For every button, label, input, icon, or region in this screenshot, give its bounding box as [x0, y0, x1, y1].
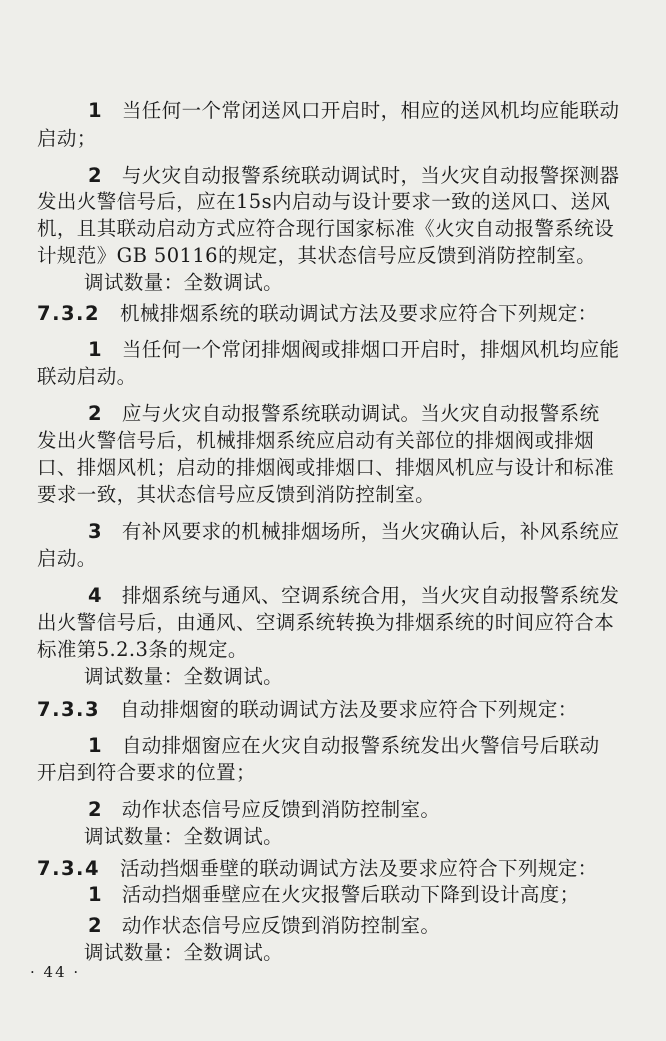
line-text: 有补风要求的机械排烟场所，当火灾确认后，补风系统应: [121, 520, 620, 543]
line-text: 启动。: [37, 547, 97, 570]
line-text: 调试数量：全数调试。: [84, 825, 284, 848]
section-heading-line: [37, 856, 598, 882]
section-heading-line: [37, 697, 578, 723]
text-line: [84, 270, 283, 296]
text-line: [37, 610, 614, 636]
text-line: [88, 583, 619, 609]
line-text: 计规范》GB 50116的规定，其状态信号应反馈到消防控制室。: [37, 244, 597, 267]
text-line: [37, 546, 97, 572]
text-line: [37, 760, 256, 786]
line-text: 标准第5.2.3条的规定。: [37, 638, 248, 661]
text-line: [37, 455, 614, 481]
line-text: 发出火警信号后，应在15s内启动与设计要求一致的送风口、送风: [37, 190, 611, 213]
text-line: [88, 401, 599, 427]
line-text: 动作状态信号应反馈到消防控制室。: [121, 914, 441, 937]
text-line: [37, 243, 596, 269]
line-text: 联动启动。: [37, 365, 137, 388]
item-number: 1: [88, 883, 102, 906]
item-number: 2: [88, 914, 102, 937]
text-line: [88, 163, 619, 189]
section-heading-line: [37, 301, 598, 327]
line-text: 调试数量：全数调试。: [84, 941, 284, 964]
text-line: [84, 824, 283, 850]
line-text: 活动挡烟垂壁应在火灾报警后联动下降到设计高度；: [121, 883, 580, 906]
line-text: 启动；: [37, 127, 97, 150]
text-line: [88, 519, 619, 545]
text-line: [88, 337, 619, 363]
line-text: 自动排烟窗的联动调试方法及要求应符合下列规定：: [119, 698, 578, 721]
text-line: [88, 797, 440, 823]
line-text: 机械排烟系统的联动调试方法及要求应符合下列规定：: [119, 302, 598, 325]
line-text: 应与火灾自动报警系统联动调试。当火灾自动报警系统: [121, 402, 600, 425]
text-line: [88, 913, 440, 939]
line-text: 动作状态信号应反馈到消防控制室。: [121, 798, 441, 821]
line-text: 当任何一个常闭排烟阀或排烟口开启时，排烟风机均应能: [121, 338, 620, 361]
line-text: 发出火警信号后，机械排烟系统应启动有关部位的排烟阀或排烟: [37, 429, 595, 452]
item-number: 2: [88, 798, 102, 821]
text-line: [37, 216, 614, 242]
text-line: [37, 189, 610, 215]
line-text: 要求一致，其状态信号应反馈到消防控制室。: [37, 483, 436, 506]
text-line: [84, 664, 283, 690]
line-text: 出火警信号后，由通风、空调系统转换为排烟系统的时间应符合本: [37, 611, 615, 634]
line-text: 排烟系统与通风、空调系统合用，当火灾自动报警系统发: [121, 584, 620, 607]
item-number: 2: [88, 164, 102, 187]
section-number: 7.3.2: [37, 302, 101, 325]
line-text: 口、排烟风机；启动的排烟阀或排烟口、排烟风机应与设计和标准: [37, 456, 615, 479]
item-number: 2: [88, 402, 102, 425]
item-number: 1: [88, 338, 102, 361]
line-text: 当任何一个常闭送风口开启时，相应的送风机均应能联动: [121, 99, 620, 122]
text-line: [37, 428, 594, 454]
text-line: [37, 126, 97, 152]
item-number: 3: [88, 520, 102, 543]
line-text: 自动排烟窗应在火灾自动报警系统发出火警信号后联动: [121, 734, 600, 757]
item-number: 4: [88, 584, 102, 607]
section-number: 7.3.3: [37, 698, 101, 721]
text-line: [37, 637, 248, 663]
line-text: 调试数量：全数调试。: [84, 665, 284, 688]
page-number: · 44 ·: [30, 963, 81, 981]
line-text: 开启到符合要求的位置；: [37, 761, 256, 784]
line-text: 活动挡烟垂壁的联动调试方法及要求应符合下列规定：: [119, 857, 598, 880]
text-line: [37, 364, 137, 390]
line-text: 机，且其联动启动方式应符合现行国家标准《火灾自动报警系统设: [37, 217, 615, 240]
text-line: [84, 940, 283, 966]
item-number: 1: [88, 734, 102, 757]
line-text: 调试数量：全数调试。: [84, 271, 284, 294]
item-number: 1: [88, 99, 102, 122]
text-line: [88, 98, 619, 124]
text-line: [88, 882, 580, 908]
text-line: [88, 733, 599, 759]
text-line: [37, 482, 435, 508]
line-text: 与火灾自动报警系统联动调试时，当火灾自动报警探测器: [121, 164, 620, 187]
section-number: 7.3.4: [37, 857, 101, 880]
